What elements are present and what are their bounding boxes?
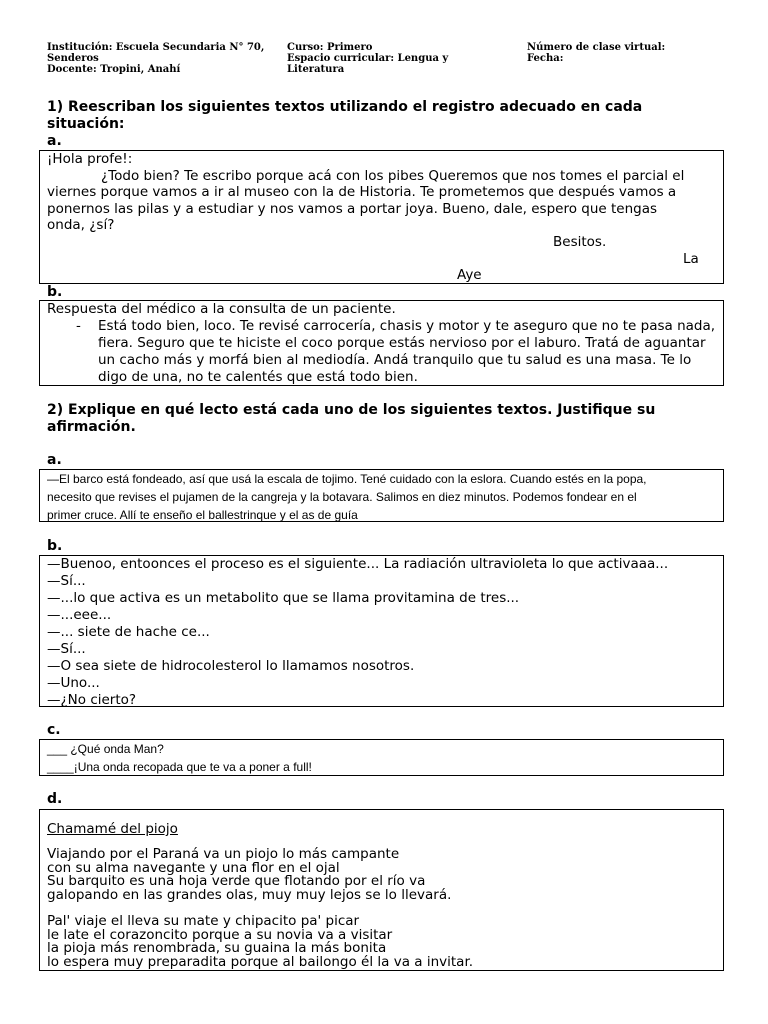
dialog-line: —Sí...: [47, 573, 86, 589]
header-col-class: [527, 42, 665, 64]
q1-label-b: b.: [47, 284, 63, 300]
doctor-response-item: - Está todo bien, loco. Te revisé carrocería, chasis y motor y te aseguro que no te pasa nada, fiera. Seguro que te hiciste el coco porque estás nervioso por el laburo. Tratá de aguantar un cacho más y morfá bien al mediodía. Andá tranquilo que tu salud es una masa. Te lo digo de una, no te calentés que está todo bien.: [47, 318, 716, 386]
q2-b-textbox: [39, 555, 724, 707]
nautical-line: —El barco está fondeado, así que usá la escala de tojimo. Tené cuidado con la eslora. Cuando estés en la popa,: [47, 472, 647, 486]
header-date: Fecha:: [527, 53, 564, 64]
poem-line: Viajando por el Paraná va un piojo lo más campante: [47, 846, 400, 862]
poem-line: Pal' viaje el lleva su mate y chipacito pa' picar: [47, 913, 360, 929]
header-col-course: [287, 42, 448, 75]
dialog-line: —... siete de hache ce...: [47, 624, 210, 640]
header-col-institution: [47, 42, 264, 75]
slang-line: ____¡Una onda recopada que te va a poner a full!: [47, 760, 312, 774]
q2-label-a: a.: [47, 452, 62, 468]
letter-signature: Aye: [457, 267, 482, 283]
header-subject: Espacio curricular: Lengua y: [287, 53, 449, 64]
poem-line: Su barquito es una hoja verde que flotando por el río va: [47, 873, 426, 889]
question-2-title-line: afirmación.: [47, 419, 136, 435]
poem-line: la pioja más renombrada, su guaina la más bonita: [47, 940, 387, 956]
letter-signature: La: [683, 251, 699, 267]
header-course: Curso: Primero: [287, 42, 373, 53]
poem-line: le late el corazoncito porque a su novia va a visitar: [47, 926, 393, 943]
q2-a-textbox: [39, 469, 724, 522]
doctor-intro: Respuesta del médico a la consulta de un paciente.: [47, 301, 396, 317]
q2-d-textbox: [39, 809, 724, 971]
nautical-line: primer cruce. Allí te enseño el ballestrinque y el as de guía: [47, 508, 358, 522]
poem-stanza-1: [47, 848, 716, 902]
q1-b-textbox: [39, 300, 724, 386]
dialog-line: —¿No cierto?: [47, 692, 137, 708]
letter-line: ¿Todo bien? Te escribo porque acá con los pibes Queremos que nos tomes el parcial el: [101, 168, 685, 184]
header-institution: Institución: Escuela Secundaria N° 70,: [47, 42, 265, 53]
letter-line: ponernos las pilas y a estudiar y nos vamos a portar joya. Bueno, dale, espero que tengas: [47, 201, 658, 217]
question-1-title: [47, 99, 737, 133]
question-1-title-line: situación:: [47, 116, 125, 132]
dialog-line: —Buenoo, entoonces el proceso es el siguiente... La radiación ultravioleta lo que activaaa...: [47, 556, 669, 572]
dialog-line: —...lo que activa es un metabolito que se llama provitamina de tres...: [47, 590, 520, 606]
doctor-response-list: [47, 318, 716, 386]
q2-label-b: b.: [47, 538, 63, 554]
poem-line: lo espera muy preparadita porque al bailongo él la va a invitar.: [47, 953, 474, 970]
slang-line: ___ ¿Qué onda Man?: [47, 742, 164, 756]
q2-label-c: c.: [47, 722, 61, 738]
question-1-title-line: 1) Reescriban los siguientes textos utilizando el registro adecuado en cada: [47, 99, 643, 115]
nautical-line: necesito que revises el pujamen de la cangreja y la botavara. Salimos en diez minutos. Podemos fondear en el: [47, 490, 637, 504]
poem-line: galopando en las grandes olas, muy muy lejos se lo llevará.: [47, 886, 452, 903]
letter-line: viernes porque vamos a ir al museo con la de Historia. Te prometemos que después vamos a: [47, 184, 677, 200]
q1-label-a: a.: [47, 133, 62, 149]
poem-stanza-2: [47, 915, 716, 969]
letter-greeting: ¡Hola profe!:: [47, 151, 133, 167]
poem-title: Chamamé del piojo: [47, 821, 178, 837]
dialog-lines: [47, 556, 716, 709]
dialog-line: —Sí...: [47, 641, 86, 657]
header-class-number: Número de clase virtual:: [527, 42, 666, 53]
spacer: [47, 810, 716, 821]
header-teacher: Docente: Tropini, Anahí: [47, 64, 181, 75]
poem-line: con su alma navegante y una flor en el ojal: [47, 859, 340, 876]
question-2-title-line: 2) Explique en qué lecto está cada uno de los siguientes textos. Justifique su: [47, 402, 656, 418]
q1-a-textbox: [39, 150, 724, 284]
letter-line: onda, ¿sí?: [47, 217, 115, 233]
dialog-line: —...eee...: [47, 607, 112, 623]
q2-c-textbox: [39, 739, 724, 776]
dialog-line: —Uno...: [47, 675, 100, 691]
q2-label-d: d.: [47, 791, 63, 807]
dialog-line: —O sea siete de hidrocolesterol lo llamamos nosotros.: [47, 658, 415, 674]
question-2-title: [47, 402, 737, 436]
header-institution-cont: Senderos: [47, 53, 99, 64]
header-subject-cont: Literatura: [287, 64, 345, 75]
letter-closing: Besitos.: [553, 234, 607, 250]
